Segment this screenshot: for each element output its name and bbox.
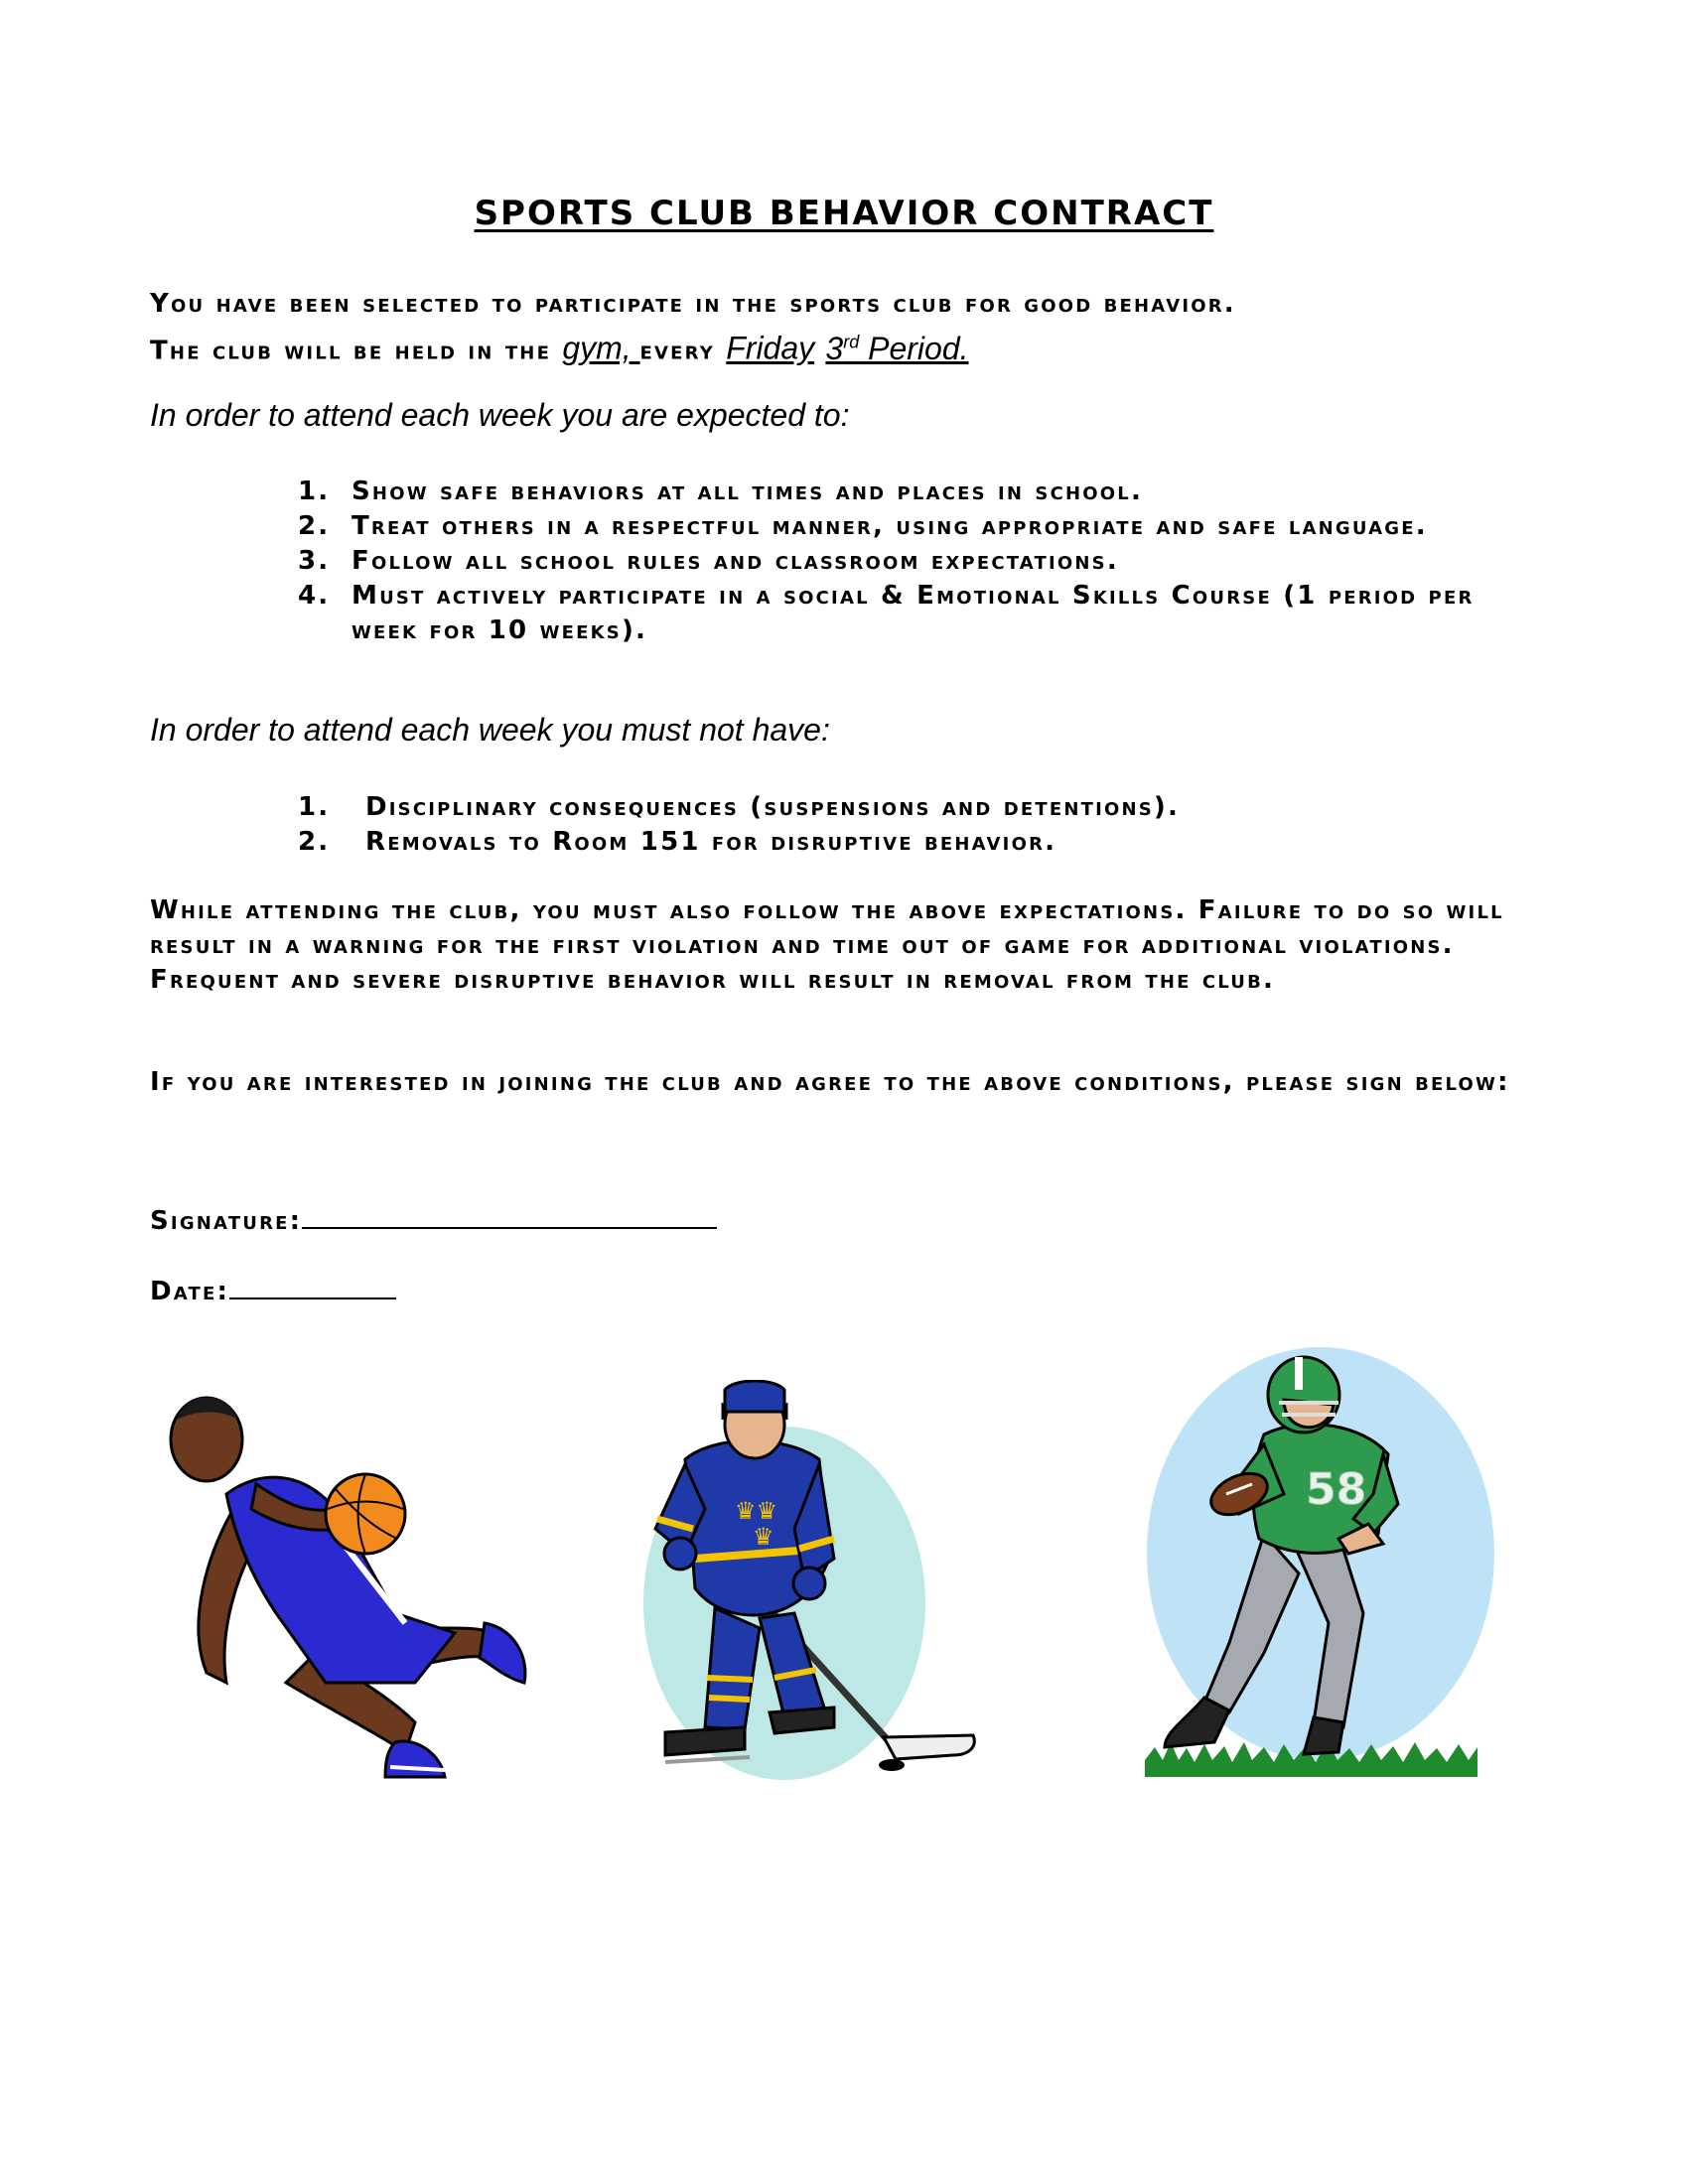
list-number: 1. xyxy=(298,792,331,822)
list-text: Must actively participate in a social & Emotional Skills Course (1 period per week for 10 weeks). xyxy=(352,581,1475,645)
page-title: SPORTS CLUB BEHAVIOR CONTRACT xyxy=(474,194,1214,233)
list-text: Disciplinary consequences (suspensions and detentions). xyxy=(365,792,1181,822)
football-player-icon xyxy=(1135,1345,1502,1782)
club-day: Friday xyxy=(726,330,815,366)
jersey-number: 58 xyxy=(1306,1464,1367,1515)
expected-heading: In order to attend each week you are expected to: xyxy=(150,397,850,433)
date-line xyxy=(150,1274,396,1309)
list-item xyxy=(298,509,1539,544)
list-number: 3. xyxy=(298,546,331,576)
signature-label: Signature: xyxy=(150,1206,303,1236)
intro-line-2 xyxy=(150,323,1560,370)
list-text: Follow all school rules and classroom expectations. xyxy=(352,546,1119,576)
attending-paragraph: While attending the club, you must also follow the above expectations. Failure to do so will result in a warning for the first violation and time out of game for additional violations. Frequent and severe disruptive behavior will result in removal from the club. xyxy=(150,895,1504,995)
period-suffix: rd xyxy=(843,332,860,351)
period-number: 3 xyxy=(825,330,844,366)
signature-field[interactable] xyxy=(302,1203,717,1229)
date-field[interactable] xyxy=(229,1274,396,1299)
basketball-player-icon xyxy=(167,1385,544,1782)
date-label: Date: xyxy=(150,1277,230,1306)
list-item xyxy=(298,579,1539,648)
intro-line-1: You have been selected to participate in the sports club for good behavior. xyxy=(150,289,1236,319)
svg-text:♛: ♛ xyxy=(753,1523,774,1551)
list-text: Treat others in a respectful manner, using appropriate and safe language. xyxy=(352,511,1428,541)
club-period xyxy=(825,331,968,366)
signature-line xyxy=(150,1203,717,1239)
list-number: 1. xyxy=(298,477,331,506)
list-number: 4. xyxy=(298,581,331,611)
list-item xyxy=(298,475,1539,509)
list-item xyxy=(298,790,1539,825)
sign-instructions: If you are interested in joining the club and agree to the above conditions, please sign below: xyxy=(150,1067,1510,1097)
intro-line-2-prefix: The club will be held in the xyxy=(150,336,563,366)
list-number: 2. xyxy=(298,827,331,857)
intro-paragraph xyxy=(150,285,1560,370)
list-text: Show safe behaviors at all times and places in school. xyxy=(352,477,1144,506)
list-text: Removals to Room 151 for disruptive behavior. xyxy=(365,827,1057,857)
list-number: 2. xyxy=(298,511,331,541)
intro-every: every xyxy=(639,336,727,366)
period-word: Period. xyxy=(859,330,969,366)
must-not-list xyxy=(298,790,1539,860)
expected-list xyxy=(298,475,1539,648)
must-not-heading: In order to attend each week you must not have: xyxy=(150,712,830,748)
svg-text:♛♛: ♛♛ xyxy=(735,1497,778,1525)
club-location: gym, xyxy=(562,330,640,366)
list-item xyxy=(298,544,1539,579)
hockey-player-icon xyxy=(635,1380,983,1782)
list-item xyxy=(298,825,1539,860)
